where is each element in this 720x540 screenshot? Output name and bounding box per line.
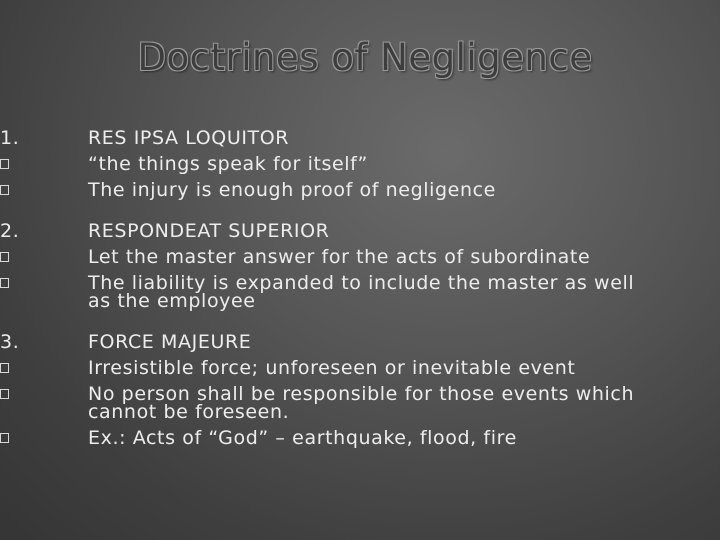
section-heading-row — [0, 126, 715, 150]
bullet-text: The liability is expanded to include the master as well — [88, 272, 635, 294]
bullet-item — [0, 356, 715, 380]
section-heading-row — [0, 330, 715, 354]
bullet-item — [0, 426, 715, 450]
bullet-text: No person shall be responsible for those events which — [88, 383, 635, 405]
bullet-item — [0, 382, 715, 406]
section-heading: FORCE MAJEURE — [88, 331, 252, 353]
bullet-text: The injury is enough proof of negligence — [88, 179, 496, 201]
slide-title: Doctrines of Negligence — [137, 36, 593, 79]
bullet-text: Let the master answer for the acts of subordinate — [88, 246, 591, 268]
section-number: 1. — [0, 127, 20, 149]
bullet-text: “the things speak for itself” — [88, 153, 368, 175]
bullet-item — [0, 178, 715, 202]
bullet-item — [0, 152, 715, 176]
bullet-text: Ex.: Acts of “God” – earthquake, flood, fire — [88, 427, 517, 449]
section-respondeat-superior — [0, 219, 715, 313]
section-number: 3. — [0, 331, 20, 353]
bullet-text: Irresistible force; unforeseen or inevitable event — [88, 357, 576, 379]
square-outline-icon — [0, 252, 9, 262]
square-outline-icon — [0, 159, 9, 169]
section-heading: RES IPSA LOQUITOR — [88, 127, 290, 149]
square-outline-icon — [0, 363, 9, 373]
section-res-ipsa-loquitor — [0, 126, 715, 202]
bullet-continuation: as the employee — [88, 290, 256, 312]
bullet-item — [0, 271, 715, 295]
bullet-continuation: cannot be foreseen. — [88, 401, 290, 423]
square-outline-icon — [0, 278, 9, 288]
bullet-item — [0, 245, 715, 269]
section-number: 2. — [0, 220, 20, 242]
section-heading-row — [0, 219, 715, 243]
section-force-majeure — [0, 330, 715, 450]
square-outline-icon — [0, 433, 9, 443]
square-outline-icon — [0, 389, 9, 399]
slide-body — [0, 126, 715, 467]
section-heading: RESPONDEAT SUPERIOR — [88, 220, 330, 242]
square-outline-icon — [0, 185, 9, 195]
